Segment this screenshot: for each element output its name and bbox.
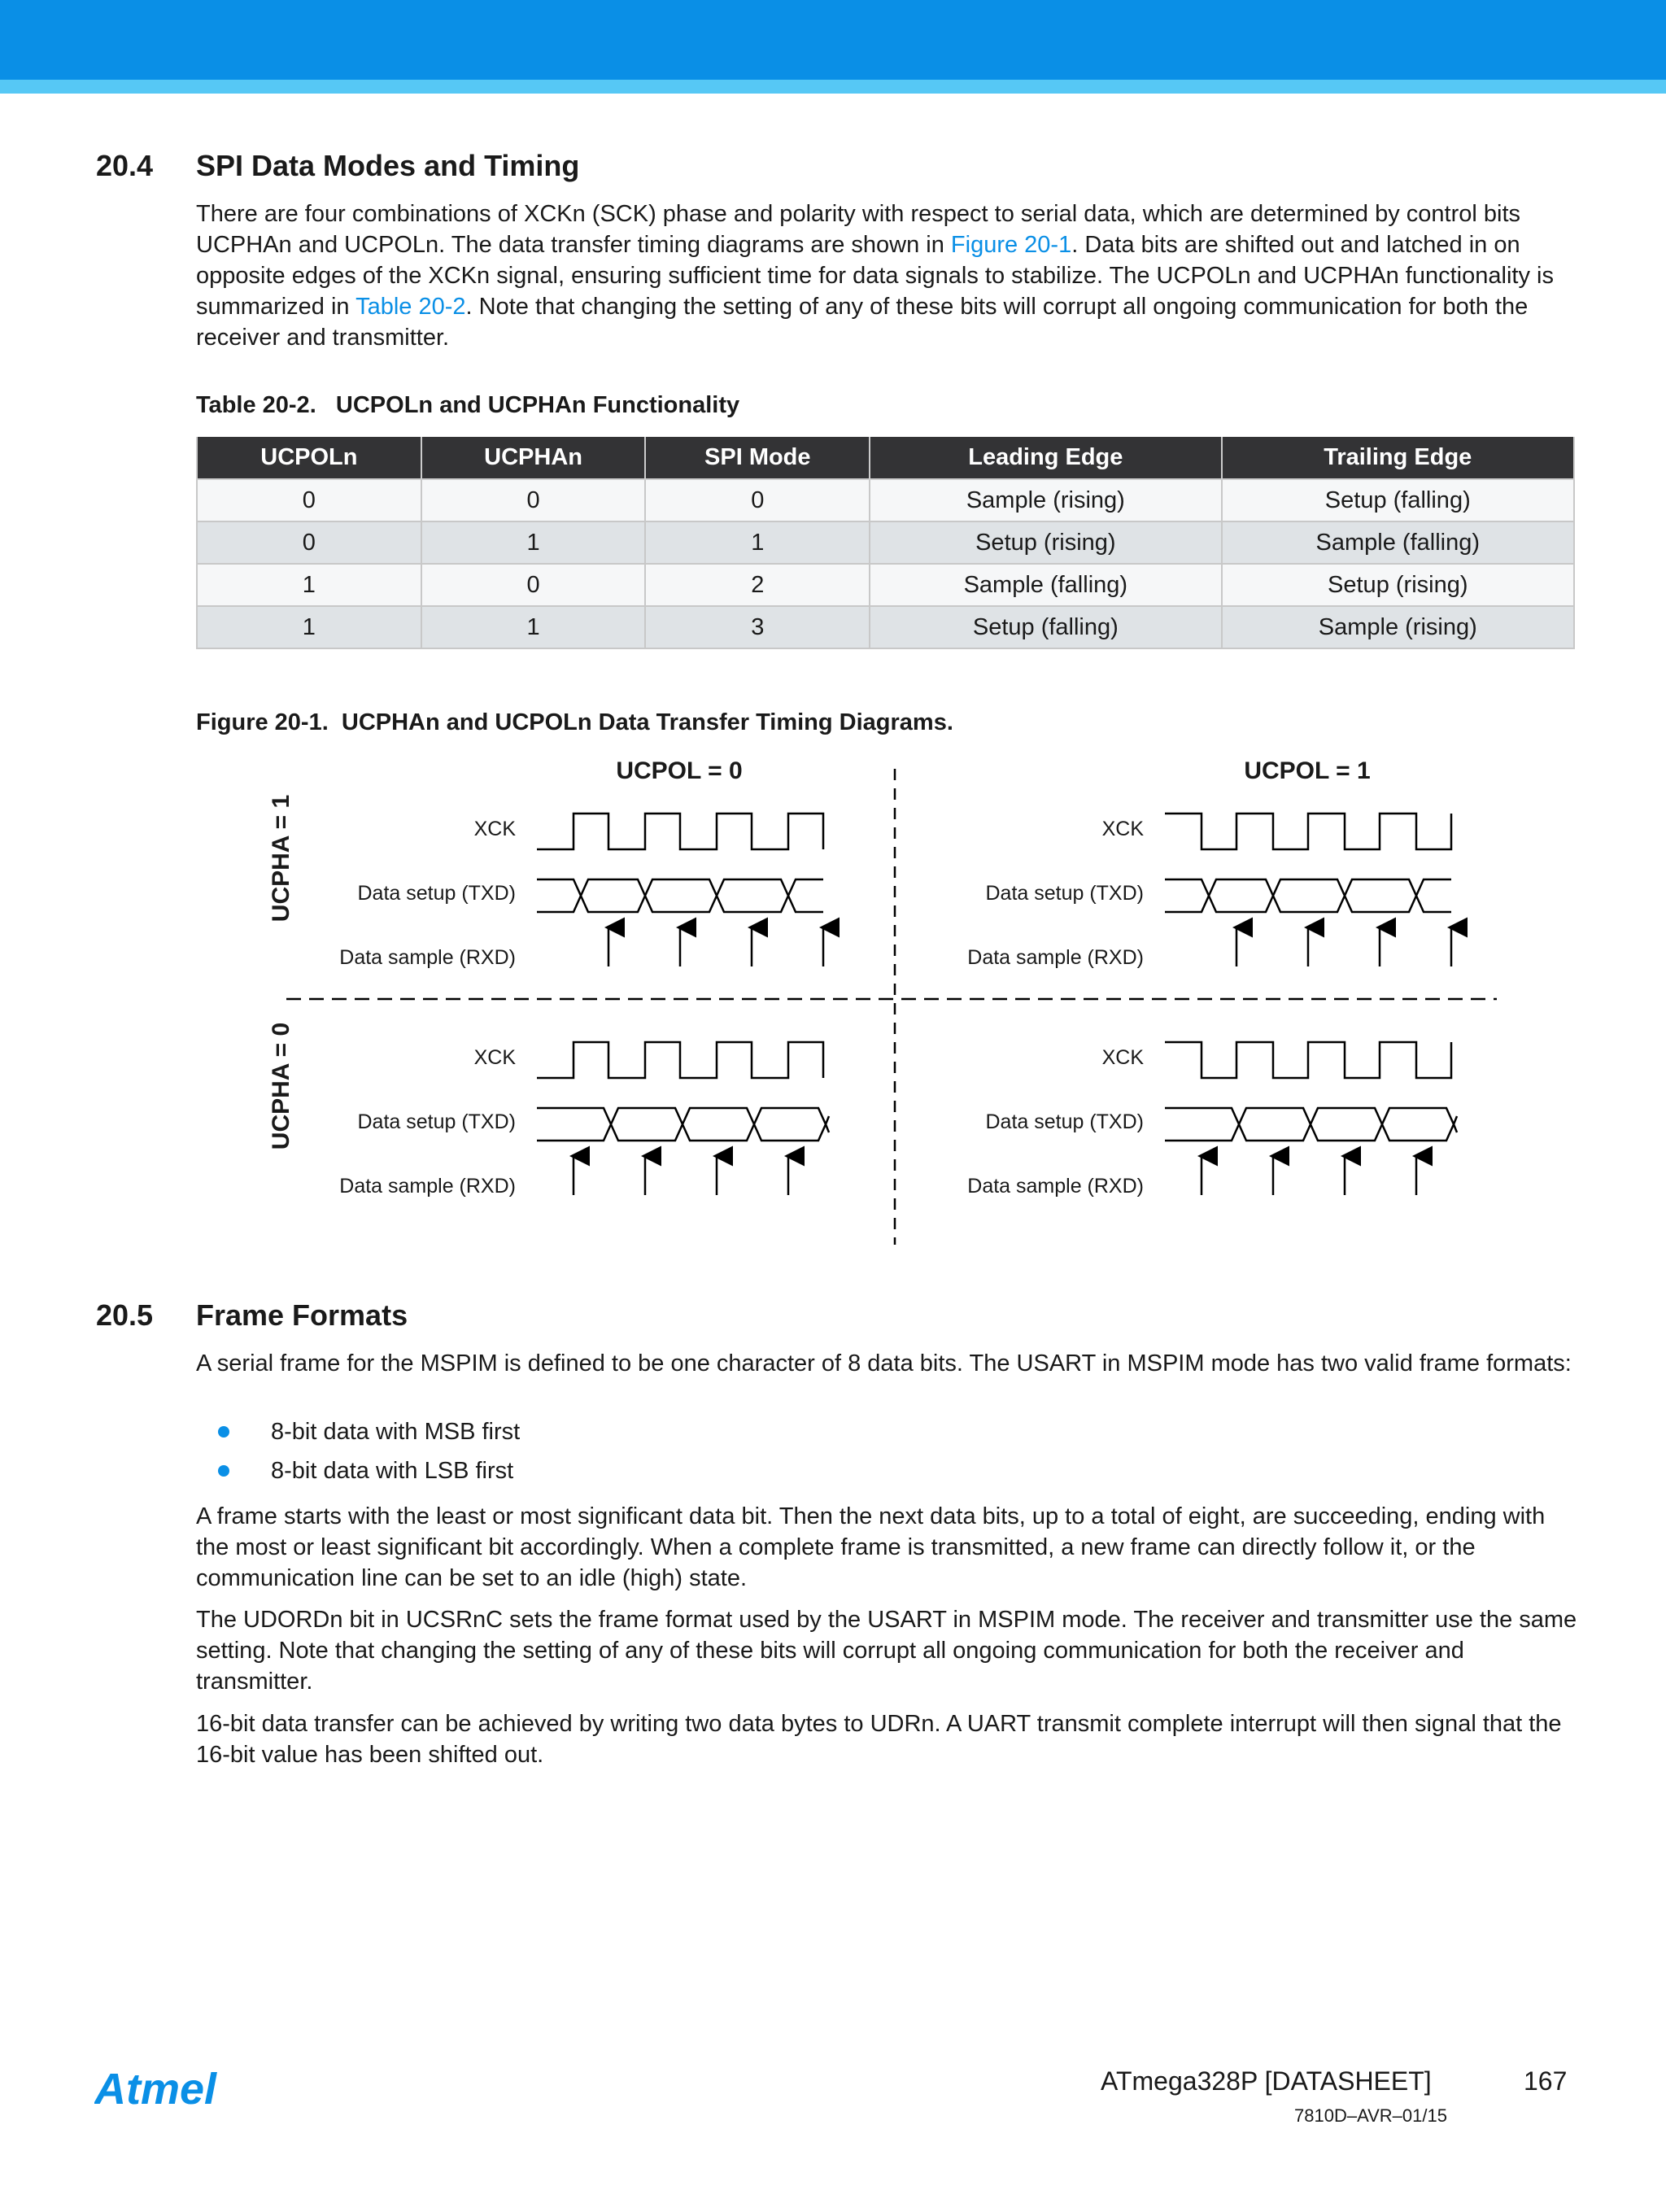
label-data-sample: Data sample (RXD)	[339, 946, 516, 969]
atmel-logo	[94, 2066, 249, 2115]
table-cell: Sample (falling)	[1222, 521, 1574, 564]
table-cell: 1	[421, 606, 646, 648]
xck-waveform	[537, 814, 823, 849]
txd-waveform	[537, 879, 823, 912]
table-cell: 2	[645, 564, 870, 606]
label-xck: XCK	[473, 1046, 516, 1069]
table-cell: 0	[645, 479, 870, 521]
header-leading-edge: Leading Edge	[870, 437, 1221, 479]
frame-formats-intro: A serial frame for the MSPIM is defined to be one character of 8 data bits. The USART in MSPIM mode has two valid frame formats:	[196, 1350, 1572, 1377]
table-cell: Setup (rising)	[1222, 564, 1574, 606]
table-cell: Setup (falling)	[1222, 479, 1574, 521]
section-number: 20.4	[96, 149, 154, 182]
header-spi-mode: SPI Mode	[645, 437, 870, 479]
label-xck: XCK	[1101, 1046, 1144, 1069]
label-data-sample: Data sample (RXD)	[339, 1175, 516, 1198]
footer-doc-title: ATmega328P [DATASHEET]	[1101, 2066, 1432, 2096]
xck-waveform	[1165, 1042, 1451, 1078]
txd-waveform	[1165, 1108, 1457, 1141]
table-cell: 0	[421, 479, 646, 521]
paragraph-udord: The UDORDn bit in UCSRnC sets the frame format used by the USART in MSPIM mode. The receiver and transmitter use the same setting. Note that changing the setting of any of these bits will corrupt all ongoing communication for both the receiver and transmitter.	[196, 1607, 1577, 1695]
list-item: 8-bit data with MSB first	[216, 1416, 520, 1455]
paragraph-frame-start: A frame starts with the least or most significant data bit. Then the next data bits, up to a total of eight, are succeeding, ending with the most or least significant bit accordingly. When a complete frame is transmitted, a new frame can directly follow it, or the communication line can be set to an idle (high) state.	[196, 1503, 1546, 1591]
label-data-setup: Data setup (TXD)	[985, 882, 1144, 905]
row-label-ucpha-0: UCPHA = 0	[268, 1022, 294, 1150]
header-ucpha: UCPHAn	[421, 437, 646, 479]
label-xck: XCK	[473, 818, 516, 840]
table-link[interactable]: Table 20-2	[355, 294, 466, 320]
figure-caption: Figure 20-1. UCPHAn and UCPOLn Data Transfer Timing Diagrams.	[196, 709, 953, 735]
list-item: 8-bit data with LSB first	[216, 1455, 520, 1494]
xck-waveform	[537, 1042, 823, 1078]
bullet-icon	[218, 1465, 229, 1477]
bullet-icon	[218, 1426, 229, 1438]
svg-text:Atmel: Atmel	[94, 2066, 217, 2114]
table-cell: 1	[421, 521, 646, 564]
table-cell: 0	[197, 521, 421, 564]
table-cell: 1	[645, 521, 870, 564]
table-cell: Setup (falling)	[870, 606, 1221, 648]
table-cell: 3	[645, 606, 870, 648]
label-data-setup: Data setup (TXD)	[357, 1110, 516, 1133]
table-cell: Setup (rising)	[870, 521, 1221, 564]
section-title: Frame Formats	[196, 1298, 408, 1332]
intro-paragraph: There are four combinations of XCKn (SCK) phase and polarity with respect to serial data, which are determined by control bits UCPHAn and UCPOLn. The data transfer timing diagrams are shown in Figure 20-1. Data bits are shifted out and latched in on opposite edges of the XCKn signal, ensuring sufficient time for data signals to stabilize. The UCPOLn and UCPHAn functionality is summarized in Table 20-2. Note that changing the setting of any of these bits will corrupt all ongoing communication for both the receiver and transmitter.	[196, 201, 1554, 351]
table-cell: 1	[197, 606, 421, 648]
txd-waveform	[1165, 879, 1451, 912]
section-number: 20.5	[96, 1298, 154, 1332]
footer-page-number: 167	[1524, 2066, 1568, 2096]
table-cell: 0	[197, 479, 421, 521]
txd-waveform	[537, 1108, 829, 1141]
label-data-setup: Data setup (TXD)	[357, 882, 516, 905]
label-data-sample: Data sample (RXD)	[967, 946, 1144, 969]
header-ucpol: UCPOLn	[197, 437, 421, 479]
table-caption: Table 20-2. UCPOLn and UCPHAn Functionality	[196, 392, 740, 418]
label-data-setup: Data setup (TXD)	[985, 1110, 1144, 1133]
figure-link[interactable]: Figure 20-1	[950, 232, 1072, 258]
xck-waveform	[1165, 814, 1451, 849]
col-label-ucpol-0: UCPOL = 0	[616, 757, 743, 784]
label-data-sample: Data sample (RXD)	[967, 1175, 1144, 1198]
col-label-ucpol-1: UCPOL = 1	[1244, 757, 1371, 784]
paragraph-16bit: 16-bit data transfer can be achieved by writing two data bytes to UDRn. A UART transmit complete interrupt will then signal that the 16-bit value has been shifted out.	[196, 1711, 1562, 1768]
header-trailing-edge: Trailing Edge	[1222, 437, 1574, 479]
table-cell: 1	[197, 564, 421, 606]
footer-revision: 7810D–AVR–01/15	[1294, 2105, 1447, 2126]
section-title: SPI Data Modes and Timing	[196, 149, 580, 182]
label-xck: XCK	[1101, 818, 1144, 840]
row-label-ucpha-1: UCPHA = 1	[268, 794, 294, 923]
table-cell: Sample (rising)	[870, 479, 1221, 521]
table-cell: Sample (rising)	[1222, 606, 1574, 648]
table-cell: 0	[421, 564, 646, 606]
frame-format-list	[216, 1416, 520, 1494]
table-cell: Sample (falling)	[870, 564, 1221, 606]
